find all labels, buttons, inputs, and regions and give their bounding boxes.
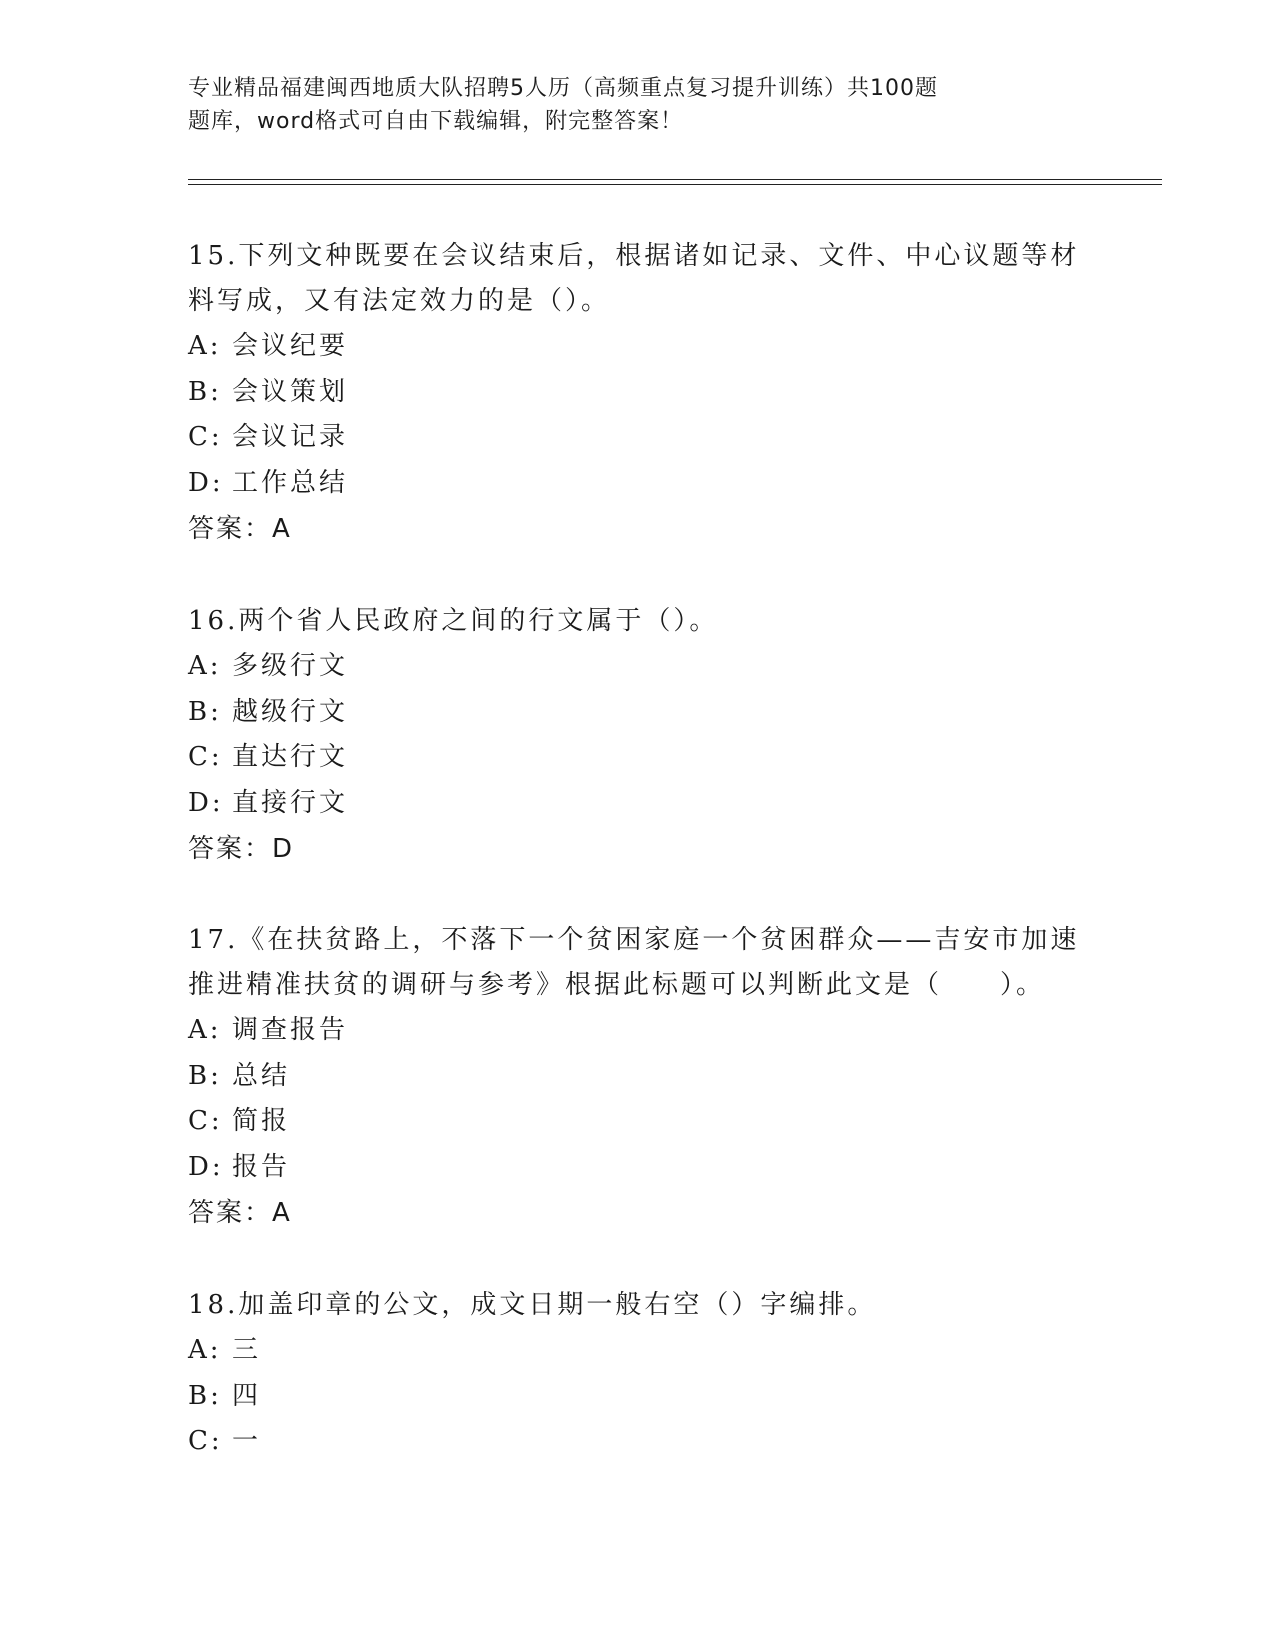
question-stem-line: 15.下列文种既要在会议结束后，根据诸如记录、文件、中心议题等材 — [188, 241, 1080, 271]
document-header — [188, 72, 1048, 138]
option-text: 报告 — [232, 1151, 291, 1182]
option-b — [188, 1054, 1088, 1100]
header-line-2: 题库，word格式可自由下载编辑，附完整答案！ — [188, 109, 684, 134]
option-letter: C: — [188, 742, 223, 772]
option-a — [188, 324, 1088, 370]
option-text: 多级行文 — [232, 651, 349, 681]
option-letter: B: — [188, 376, 222, 407]
option-letter: D: — [188, 787, 224, 818]
option-c — [188, 1419, 1088, 1465]
option-letter: A: — [188, 651, 222, 681]
question-stem-line: 17.《在扶贫路上，不落下一个贫困家庭一个贫困群众——吉安市加速 — [188, 925, 1080, 955]
answer-line: 答案：A — [188, 1198, 292, 1228]
option-a — [188, 1328, 1088, 1374]
option-text: 直接行文 — [232, 787, 349, 818]
option-text: 会议纪要 — [232, 331, 349, 361]
option-text: 会议策划 — [232, 376, 349, 407]
option-letter: B: — [188, 1060, 222, 1091]
option-letter: A: — [188, 1015, 222, 1045]
option-text: 三 — [232, 1335, 262, 1365]
option-b — [188, 1374, 1088, 1420]
question-15 — [188, 234, 1088, 552]
option-letter: B: — [188, 1380, 222, 1411]
option-d — [188, 781, 1088, 827]
question-17 — [188, 918, 1088, 1236]
option-letter: A: — [188, 1335, 222, 1365]
option-letter: D: — [188, 1151, 224, 1182]
option-letter: C: — [188, 1106, 223, 1136]
question-stem-line: 18.加盖印章的公文，成文日期一般右空（）字编排。 — [188, 1290, 877, 1320]
option-c — [188, 1099, 1088, 1145]
option-text: 总结 — [232, 1060, 291, 1091]
option-text: 会议记录 — [232, 422, 349, 452]
option-a — [188, 644, 1088, 690]
option-letter: C: — [188, 1426, 223, 1456]
answer-line: 答案：A — [188, 514, 292, 544]
option-text: 越级行文 — [232, 696, 349, 727]
question-18 — [188, 1283, 1088, 1465]
header-divider-bottom — [188, 184, 1162, 185]
option-letter: C: — [188, 422, 223, 452]
option-c — [188, 415, 1088, 461]
option-text: 一 — [232, 1426, 262, 1456]
question-stem-line: 料写成，又有法定效力的是（）。 — [188, 286, 611, 316]
option-letter: A: — [188, 331, 222, 361]
option-letter: B: — [188, 696, 222, 727]
option-b — [188, 370, 1088, 416]
question-stem-line: 推进精准扶贫的调研与参考》根据此标题可以判断此文是（ ）。 — [188, 970, 1046, 1000]
option-a — [188, 1008, 1088, 1054]
option-text: 直达行文 — [232, 742, 349, 772]
option-c — [188, 735, 1088, 781]
option-text: 工作总结 — [232, 467, 349, 498]
header-line-1: 专业精品福建闽西地质大队招聘5人历（高频重点复习提升训练）共100题 — [188, 76, 938, 101]
answer-line: 答案：D — [188, 834, 295, 864]
option-text: 简报 — [232, 1106, 291, 1136]
option-text: 四 — [232, 1380, 262, 1411]
option-d — [188, 1145, 1088, 1191]
option-d — [188, 461, 1088, 507]
option-b — [188, 690, 1088, 736]
header-divider-top — [188, 179, 1162, 180]
question-stem-line: 16.两个省人民政府之间的行文属于（）。 — [188, 606, 719, 636]
option-letter: D: — [188, 467, 224, 498]
option-text: 调查报告 — [232, 1015, 349, 1045]
question-16 — [188, 599, 1088, 872]
